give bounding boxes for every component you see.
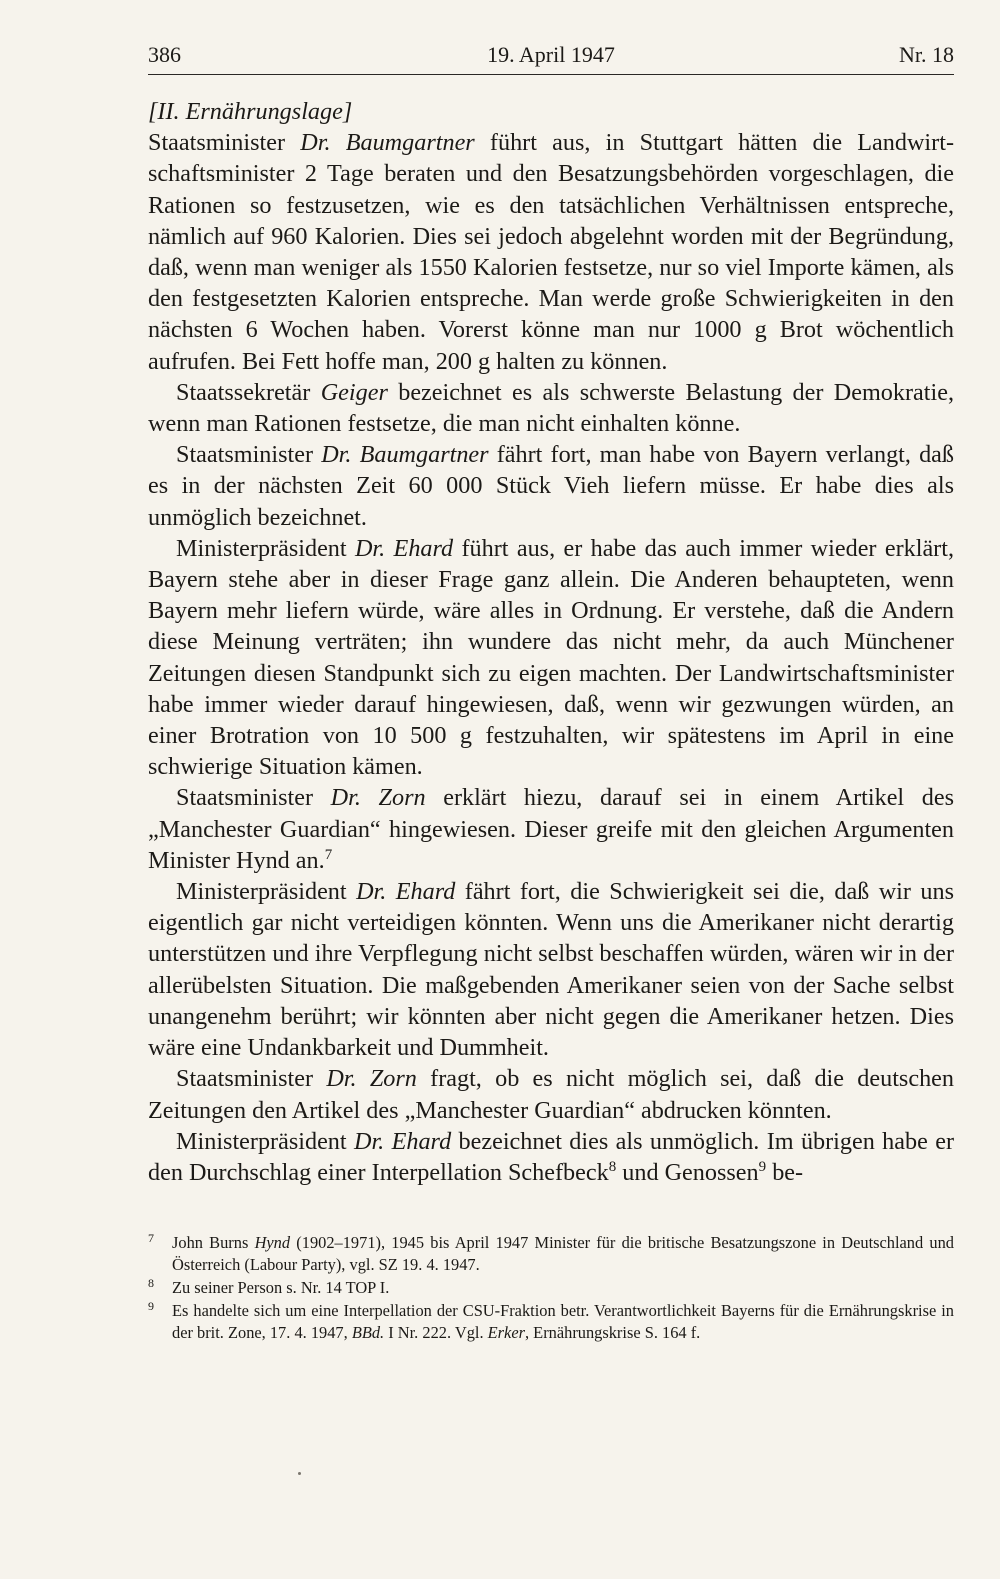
paragraph-text: fährt fort, die Schwierigkeit sei die, daß wir uns eigentlich gar nicht verteidigen könnten. Wenn uns die Amerikaner nicht derartig unterstützen und ihre Verpflegung nicht selbst beschaffen würden, wären wir in der allerübelsten Situation. Die maßgebenden Amerikaner seien von der Sache selbst unangenehm berührt; wir könnten aber nicht gegen die Amerikaner hetzen. Dies wäre eine Undankbarkeit und Dummheit. [148,878,954,1062]
speaker-name: Dr. Baumgartner [321,441,489,469]
paragraph [148,533,954,783]
paragraph [148,1063,954,1125]
speaker-name: Geiger [320,378,388,406]
footnote-ref[interactable]: 9 [758,1158,767,1175]
footnote-ref[interactable]: 8 [608,1158,617,1175]
document-number: Nr. 18 [899,42,954,67]
speaker-role: Staatsminister [176,441,322,469]
speaker-role: Ministerpräsident [176,1127,354,1155]
speaker-role: Staatsminister [176,784,331,812]
footnote-text: , Ernährungskrise S. 164 f. [524,1323,701,1342]
footnote-number: 9 [148,1299,154,1313]
page-number: 386 [148,42,181,67]
paragraph [148,876,954,1063]
paragraph-text: be- [766,1158,804,1186]
speaker-name: Dr. Baumgartner [300,129,475,157]
footnote-text: Es handelte sich um eine Interpellation der CSU-Fraktion betr. Verantwortlichkeit Bayerns für die Ernährungskrise in der brit. Zone, 17. 4. 1947, [172,1301,954,1342]
speaker-role: Ministerpräsident [176,534,355,562]
paragraph-text: führt aus, in Stuttgart hätten die Landwirtschaftsminister 2 Tage beraten und den Besatzungsbehörden vorgeschlagen, die Rationen so festzusetzen, wie es den tatsächlichen Verhältnissen entspreche, nämlich auf 960 Kalorien. Dies sei jedoch abgelehnt worden mit der Begründung, daß, wenn man weniger als 1550 Kalorien festsetze, nur so viel Importe kämen, als den festgesetzten Kalorien entspreche. Man werde große Schwierigkeiten in den nächsten 6 Wochen haben. Vorerst könne man nur 1000 g Brot wöchentlich aufrufen. Bei Fett hoffe man, 200 g halten zu können. [148,129,954,375]
footnote [148,1277,954,1299]
footnote-name: Hynd [254,1233,291,1252]
paragraph [148,127,954,377]
speaker-role: Staatsminister [176,1065,327,1093]
footnote-text: Zu seiner Person s. Nr. 14 TOP I. [172,1278,390,1297]
footnote-ref[interactable]: 7 [324,846,333,863]
paper-speck [298,1472,301,1475]
footnote-text: John Burns [172,1233,255,1252]
footnote-text: I Nr. 222. Vgl. [384,1323,488,1342]
speaker-name: Dr. Ehard [354,534,454,562]
footnote [148,1300,954,1344]
paragraph-text: und Genossen [616,1158,759,1186]
speaker-role: Ministerpräsident [176,878,357,906]
paragraph [148,377,954,439]
speaker-name: Dr. Ehard [353,1127,452,1155]
footnote-text: (1902–1971), 1945 bis April 1947 Minister für die britische Besatzungszone in Deutschland und Österreich (Labour Party), vgl. SZ 19. 4. 1947. [172,1233,954,1274]
paragraph [148,439,954,533]
speaker-name: Dr. Zorn [326,1065,417,1093]
paragraph [148,782,954,876]
paragraph-text: fragt, ob es nicht möglich sei, daß die deutschen Zeitungen den Artikel des „Manchester Guardian“ abdrucken könnten. [148,1065,954,1124]
speaker-name: Dr. Zorn [330,784,426,812]
footnote-number: 7 [148,1231,154,1245]
speaker-role: Staatsminister [148,129,301,157]
header-date: 19. April 1947 [487,42,615,67]
speaker-name: Dr. Ehard [356,878,456,906]
footnotes [148,1232,954,1345]
header-rule [148,74,954,75]
footnote-number: 8 [148,1276,154,1290]
paragraph-text: erklärt hiezu, darauf sei in einem Artikel des „Manchester Guardian“ hingewiesen. Dieser greife mit den gleichen Argumenten Minister Hynd an. [148,784,955,874]
running-header [148,38,954,74]
speaker-role: Staatssekretär [176,378,321,406]
paragraph [148,1126,954,1188]
section-heading: [II. Ernährungslage] [148,98,353,125]
footnote-author: Erker [487,1323,525,1342]
paragraph-text: führt aus, er habe das auch immer wieder erklärt, Bayern stehe aber in dieser Frage ganz allein. Die Anderen behaupteten, wenn Bayern mehr liefern würde, wäre alles in Ordnung. Er verstehe, daß die Andern diese Meinung verträten; ihn wundere das nicht mehr, da auch Münchener Zeitungen diesen Standpunkt sich zu eigen machten. Der Landwirtschaftsminister habe immer wieder darauf hingewiesen, daß, wenn wir gezwungen würden, an einer Brotration von 10 500 g festzuhalten, wir spätestens im April in eine schwierige Situation kämen. [148,534,954,781]
paragraph-text: bezeichnet dies als unmöglich. Im übrigen habe er den Durchschlag einer Interpellation Schefbeck [148,1127,954,1186]
paragraph-text: fährt fort, man habe von Bayern verlangt, daß es in der nächsten Zeit 60 000 Stück Vieh liefern müsse. Er habe dies als unmöglich bezeichnet. [148,441,955,531]
footnote [148,1232,954,1276]
footnote-abbrev: BBd. [351,1323,385,1342]
main-text [148,96,954,1188]
paragraph-text: bezeichnet es als schwerste Belastung der Demokratie, wenn man Rationen festsetze, die man nicht einhalten könne. [148,378,954,438]
